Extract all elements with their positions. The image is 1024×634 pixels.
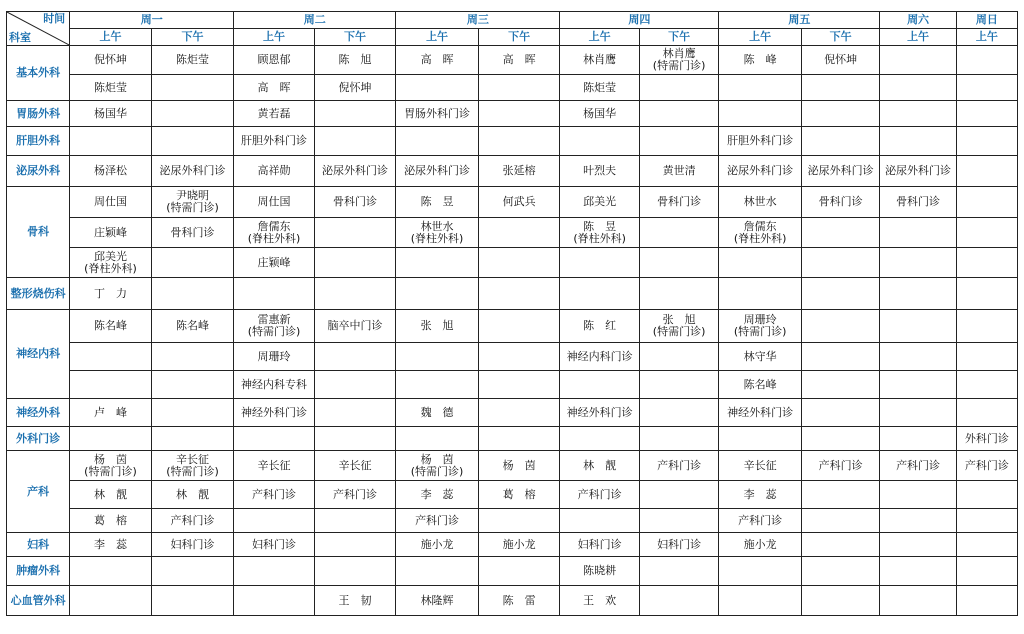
schedule-cell: 泌尿外科门诊 (719, 156, 802, 187)
schedule-cell (880, 310, 956, 343)
department-name: 外科门诊 (7, 427, 70, 451)
schedule-cell (234, 278, 315, 310)
schedule-cell (639, 557, 718, 586)
schedule-cell: 倪怀坤 (70, 46, 152, 75)
department-name: 肝胆外科 (7, 127, 70, 156)
table-row (7, 343, 1018, 371)
schedule-cell (396, 278, 479, 310)
half-day-header: 下午 (801, 29, 879, 46)
schedule-cell (478, 427, 560, 451)
schedule-cell (478, 371, 560, 399)
schedule-cell: 高 晖 (396, 46, 479, 75)
schedule-cell (560, 278, 639, 310)
schedule-cell (639, 248, 718, 278)
schedule-cell: 肝胆外科门诊 (234, 127, 315, 156)
schedule-cell (956, 218, 1017, 248)
schedule-cell (639, 481, 718, 509)
schedule-cell (880, 278, 956, 310)
schedule-cell: 陈 雷 (478, 586, 560, 616)
half-day-header: 上午 (234, 29, 315, 46)
schedule-cell (801, 248, 879, 278)
schedule-cell (801, 533, 879, 557)
schedule-cell: 陈炬莹 (560, 75, 639, 101)
schedule-cell: 张延榕 (478, 156, 560, 187)
schedule-cell: 周珊玲 (234, 343, 315, 371)
schedule-cell (719, 586, 802, 616)
schedule-cell (70, 427, 152, 451)
schedule-cell (314, 278, 396, 310)
table-row (7, 399, 1018, 427)
schedule-cell: 陈名峰 (151, 310, 234, 343)
schedule-cell (396, 343, 479, 371)
schedule-cell (956, 248, 1017, 278)
day-header: 周六 (880, 12, 956, 29)
schedule-cell (880, 371, 956, 399)
schedule-cell: 杨泽松 (70, 156, 152, 187)
schedule-cell: 陈名峰 (70, 310, 152, 343)
schedule-cell (801, 218, 879, 248)
schedule-cell: 林 靓 (151, 481, 234, 509)
schedule-cell (880, 427, 956, 451)
schedule-cell (801, 127, 879, 156)
schedule-cell (151, 278, 234, 310)
schedule-cell (314, 101, 396, 127)
department-name: 骨科 (7, 187, 70, 278)
schedule-cell: 丁 力 (70, 278, 152, 310)
schedule-cell: 产科门诊 (151, 509, 234, 533)
schedule-cell: 骨科门诊 (880, 187, 956, 218)
half-day-header: 上午 (956, 29, 1017, 46)
schedule-cell (956, 481, 1017, 509)
schedule-cell: 叶烈夫 (560, 156, 639, 187)
schedule-cell: 黄世清 (639, 156, 718, 187)
schedule-cell (956, 343, 1017, 371)
schedule-cell: 神经内科专科 (234, 371, 315, 399)
schedule-cell (719, 101, 802, 127)
schedule-cell (70, 127, 152, 156)
schedule-cell: 产科门诊 (801, 451, 879, 481)
schedule-cell: 周仕国 (70, 187, 152, 218)
schedule-cell (396, 248, 479, 278)
schedule-cell: 神经外科门诊 (234, 399, 315, 427)
schedule-cell (478, 399, 560, 427)
schedule-cell: 妇科门诊 (639, 533, 718, 557)
schedule-cell (801, 371, 879, 399)
day-header: 周一 (70, 12, 234, 29)
schedule-cell (956, 509, 1017, 533)
schedule-cell: 骨科门诊 (314, 187, 396, 218)
schedule-cell (314, 533, 396, 557)
schedule-cell: 产科门诊 (880, 451, 956, 481)
schedule-cell (314, 371, 396, 399)
schedule-cell (639, 218, 718, 248)
schedule-cell (151, 427, 234, 451)
schedule-cell (719, 75, 802, 101)
schedule-cell (396, 127, 479, 156)
table-row (7, 509, 1018, 533)
schedule-cell (956, 278, 1017, 310)
day-header: 周二 (234, 12, 396, 29)
schedule-cell (880, 46, 956, 75)
schedule-cell (956, 399, 1017, 427)
schedule-cell (801, 278, 879, 310)
table-row (7, 75, 1018, 101)
schedule-cell: 林守华 (719, 343, 802, 371)
schedule-cell: 林肖鹰 (特需门诊) (639, 46, 718, 75)
corner-dept-label: 科室 (9, 31, 31, 44)
schedule-cell (639, 399, 718, 427)
schedule-cell (151, 586, 234, 616)
schedule-cell: 辛长征 (特需门诊) (151, 451, 234, 481)
schedule-cell: 何武兵 (478, 187, 560, 218)
schedule-cell (151, 127, 234, 156)
schedule-cell (478, 127, 560, 156)
schedule-cell (478, 101, 560, 127)
schedule-cell: 庄颖峰 (234, 248, 315, 278)
table-row (7, 586, 1018, 616)
schedule-cell (801, 481, 879, 509)
schedule-cell (719, 248, 802, 278)
table-row (7, 278, 1018, 310)
schedule-cell: 陈 昱 (脊柱外科) (560, 218, 639, 248)
schedule-cell (639, 427, 718, 451)
schedule-cell: 泌尿外科门诊 (880, 156, 956, 187)
schedule-cell: 王 韧 (314, 586, 396, 616)
header-days-row (7, 12, 1018, 29)
schedule-cell (880, 218, 956, 248)
schedule-cell: 产科门诊 (639, 451, 718, 481)
department-name: 肿瘤外科 (7, 557, 70, 586)
schedule-cell: 杨国华 (70, 101, 152, 127)
schedule-cell (314, 509, 396, 533)
schedule-cell: 葛 榕 (478, 481, 560, 509)
table-row (7, 557, 1018, 586)
schedule-cell: 陈晓耕 (560, 557, 639, 586)
schedule-cell: 杨 茵 (特需门诊) (70, 451, 152, 481)
schedule-cell: 倪怀坤 (801, 46, 879, 75)
schedule-cell: 肝胆外科门诊 (719, 127, 802, 156)
schedule-cell: 产科门诊 (560, 481, 639, 509)
schedule-cell: 辛长征 (314, 451, 396, 481)
schedule-cell: 胃肠外科门诊 (396, 101, 479, 127)
schedule-cell: 泌尿外科门诊 (396, 156, 479, 187)
schedule-cell (801, 509, 879, 533)
table-row (7, 481, 1018, 509)
schedule-cell: 骨科门诊 (801, 187, 879, 218)
schedule-cell: 葛 榕 (70, 509, 152, 533)
schedule-cell (478, 218, 560, 248)
schedule-cell: 产科门诊 (314, 481, 396, 509)
department-name: 整形烧伤科 (7, 278, 70, 310)
department-name: 胃肠外科 (7, 101, 70, 127)
schedule-cell: 外科门诊 (956, 427, 1017, 451)
table-row (7, 218, 1018, 248)
table-row (7, 310, 1018, 343)
schedule-cell: 产科门诊 (719, 509, 802, 533)
schedule-cell (314, 127, 396, 156)
schedule-cell: 林 靓 (70, 481, 152, 509)
schedule-cell (801, 427, 879, 451)
schedule-document (6, 11, 1018, 630)
schedule-cell: 杨国华 (560, 101, 639, 127)
schedule-cell: 杨 茵 (特需门诊) (396, 451, 479, 481)
schedule-cell: 陈炬莹 (70, 75, 152, 101)
schedule-cell (560, 127, 639, 156)
schedule-cell: 詹儒东 (脊柱外科) (234, 218, 315, 248)
schedule-cell (956, 533, 1017, 557)
schedule-cell: 产科门诊 (396, 509, 479, 533)
schedule-cell (719, 427, 802, 451)
schedule-cell (396, 557, 479, 586)
schedule-cell (639, 278, 718, 310)
schedule-cell: 脑卒中门诊 (314, 310, 396, 343)
schedule-cell: 张 旭 (特需门诊) (639, 310, 718, 343)
schedule-cell (396, 427, 479, 451)
schedule-cell: 神经外科门诊 (719, 399, 802, 427)
table-row (7, 187, 1018, 218)
department-name: 基本外科 (7, 46, 70, 101)
schedule-cell: 李 蕊 (719, 481, 802, 509)
schedule-cell (560, 509, 639, 533)
schedule-cell: 产科门诊 (234, 481, 315, 509)
schedule-cell (396, 371, 479, 399)
schedule-cell (956, 371, 1017, 399)
schedule-cell: 陈 旭 (314, 46, 396, 75)
schedule-cell (956, 127, 1017, 156)
schedule-cell: 骨科门诊 (639, 187, 718, 218)
schedule-cell: 王 欢 (560, 586, 639, 616)
schedule-cell (956, 75, 1017, 101)
schedule-cell (151, 75, 234, 101)
schedule-cell: 神经外科门诊 (560, 399, 639, 427)
schedule-cell: 神经内科门诊 (560, 343, 639, 371)
department-name: 妇科 (7, 533, 70, 557)
table-row (7, 101, 1018, 127)
schedule-cell (70, 557, 152, 586)
schedule-cell (956, 310, 1017, 343)
table-row (7, 127, 1018, 156)
schedule-cell (478, 557, 560, 586)
schedule-cell (151, 248, 234, 278)
schedule-cell: 魏 德 (396, 399, 479, 427)
schedule-cell (70, 371, 152, 399)
schedule-cell (956, 46, 1017, 75)
schedule-cell (639, 586, 718, 616)
schedule-cell (234, 557, 315, 586)
half-day-header: 上午 (719, 29, 802, 46)
schedule-cell (314, 427, 396, 451)
schedule-cell (314, 343, 396, 371)
schedule-cell (639, 343, 718, 371)
schedule-cell: 李 蕊 (70, 533, 152, 557)
department-name: 神经内科 (7, 310, 70, 399)
schedule-cell (478, 310, 560, 343)
half-day-header: 下午 (151, 29, 234, 46)
schedule-cell: 周珊玲 (特需门诊) (719, 310, 802, 343)
schedule-cell (880, 399, 956, 427)
schedule-cell (956, 156, 1017, 187)
schedule-cell: 妇科门诊 (234, 533, 315, 557)
schedule-cell: 邱美光 (560, 187, 639, 218)
schedule-cell: 辛长征 (719, 451, 802, 481)
schedule-cell (956, 586, 1017, 616)
schedule-cell: 詹儒东 (脊柱外科) (719, 218, 802, 248)
schedule-cell: 杨 茵 (478, 451, 560, 481)
schedule-cell: 施小龙 (478, 533, 560, 557)
department-name: 产科 (7, 451, 70, 533)
clinic-schedule-table (6, 11, 1018, 616)
schedule-cell (478, 75, 560, 101)
day-header: 周三 (396, 12, 560, 29)
schedule-cell: 施小龙 (396, 533, 479, 557)
schedule-cell: 顾恩郁 (234, 46, 315, 75)
schedule-cell (639, 75, 718, 101)
schedule-cell (801, 399, 879, 427)
schedule-cell (70, 586, 152, 616)
schedule-cell: 倪怀坤 (314, 75, 396, 101)
department-name: 心血管外科 (7, 586, 70, 616)
schedule-cell: 林 靓 (560, 451, 639, 481)
schedule-cell (956, 101, 1017, 127)
schedule-cell (151, 371, 234, 399)
day-header: 周四 (560, 12, 719, 29)
schedule-cell: 陈 红 (560, 310, 639, 343)
schedule-cell: 张 旭 (396, 310, 479, 343)
half-day-header: 下午 (478, 29, 560, 46)
day-header: 周五 (719, 12, 880, 29)
schedule-cell (478, 343, 560, 371)
schedule-cell: 陈 峰 (719, 46, 802, 75)
schedule-cell (880, 75, 956, 101)
schedule-cell: 林肖鹰 (560, 46, 639, 75)
schedule-cell (70, 343, 152, 371)
schedule-cell: 泌尿外科门诊 (151, 156, 234, 187)
day-header: 周日 (956, 12, 1017, 29)
schedule-cell (314, 399, 396, 427)
schedule-cell (801, 310, 879, 343)
schedule-cell: 陈名峰 (719, 371, 802, 399)
schedule-cell: 高 晖 (234, 75, 315, 101)
schedule-cell (719, 278, 802, 310)
schedule-cell: 妇科门诊 (560, 533, 639, 557)
schedule-cell (478, 248, 560, 278)
schedule-cell: 高祥勋 (234, 156, 315, 187)
schedule-cell (478, 278, 560, 310)
schedule-cell: 高 晖 (478, 46, 560, 75)
schedule-cell (880, 509, 956, 533)
schedule-cell (880, 248, 956, 278)
schedule-cell (880, 343, 956, 371)
schedule-cell (234, 427, 315, 451)
schedule-cell: 邱美光 (脊柱外科) (70, 248, 152, 278)
schedule-cell: 尹晓明 (特需门诊) (151, 187, 234, 218)
schedule-cell: 妇科门诊 (151, 533, 234, 557)
schedule-cell: 施小龙 (719, 533, 802, 557)
schedule-cell: 泌尿外科门诊 (314, 156, 396, 187)
schedule-cell: 陈炬莹 (151, 46, 234, 75)
half-day-header: 下午 (639, 29, 718, 46)
schedule-cell (956, 557, 1017, 586)
schedule-cell (234, 586, 315, 616)
schedule-cell (880, 481, 956, 509)
schedule-cell: 林隆辉 (396, 586, 479, 616)
schedule-cell: 黄若磊 (234, 101, 315, 127)
schedule-cell: 辛长征 (234, 451, 315, 481)
table-row (7, 248, 1018, 278)
schedule-cell (560, 427, 639, 451)
schedule-cell: 泌尿外科门诊 (801, 156, 879, 187)
schedule-cell (639, 509, 718, 533)
schedule-cell: 林世水 (脊柱外科) (396, 218, 479, 248)
schedule-cell (880, 586, 956, 616)
schedule-cell (880, 557, 956, 586)
schedule-cell (396, 75, 479, 101)
schedule-cell (801, 557, 879, 586)
schedule-cell (719, 557, 802, 586)
table-row (7, 533, 1018, 557)
schedule-cell: 李 蕊 (396, 481, 479, 509)
corner-header-cell (7, 12, 70, 46)
schedule-cell (639, 371, 718, 399)
corner-time-label: 时间 (43, 12, 66, 25)
schedule-cell: 周仕国 (234, 187, 315, 218)
schedule-cell (314, 557, 396, 586)
schedule-cell (880, 533, 956, 557)
schedule-cell (478, 509, 560, 533)
schedule-cell: 陈 昱 (396, 187, 479, 218)
half-day-header: 上午 (70, 29, 152, 46)
schedule-cell: 林世水 (719, 187, 802, 218)
schedule-cell (151, 557, 234, 586)
table-row (7, 451, 1018, 481)
schedule-cell (639, 127, 718, 156)
half-day-header: 上午 (560, 29, 639, 46)
table-row (7, 156, 1018, 187)
schedule-cell (801, 101, 879, 127)
schedule-cell: 产科门诊 (956, 451, 1017, 481)
department-name: 泌尿外科 (7, 156, 70, 187)
half-day-header: 下午 (314, 29, 396, 46)
table-row (7, 46, 1018, 75)
schedule-cell (956, 187, 1017, 218)
schedule-cell (151, 343, 234, 371)
schedule-cell (151, 101, 234, 127)
schedule-cell (801, 75, 879, 101)
schedule-cell (560, 371, 639, 399)
schedule-cell (314, 248, 396, 278)
schedule-cell: 骨科门诊 (151, 218, 234, 248)
department-name: 神经外科 (7, 399, 70, 427)
header-halves-row (7, 29, 1018, 46)
schedule-cell (560, 248, 639, 278)
schedule-cell: 卢 峰 (70, 399, 152, 427)
schedule-cell (801, 586, 879, 616)
schedule-cell (151, 399, 234, 427)
half-day-header: 上午 (396, 29, 479, 46)
schedule-cell (880, 127, 956, 156)
half-day-header: 上午 (880, 29, 956, 46)
schedule-cell: 雷惠新 (特需门诊) (234, 310, 315, 343)
schedule-cell (801, 343, 879, 371)
schedule-cell (639, 101, 718, 127)
schedule-cell (314, 218, 396, 248)
schedule-cell (880, 101, 956, 127)
schedule-cell (234, 509, 315, 533)
table-row (7, 371, 1018, 399)
schedule-cell: 庄颖峰 (70, 218, 152, 248)
table-row (7, 427, 1018, 451)
